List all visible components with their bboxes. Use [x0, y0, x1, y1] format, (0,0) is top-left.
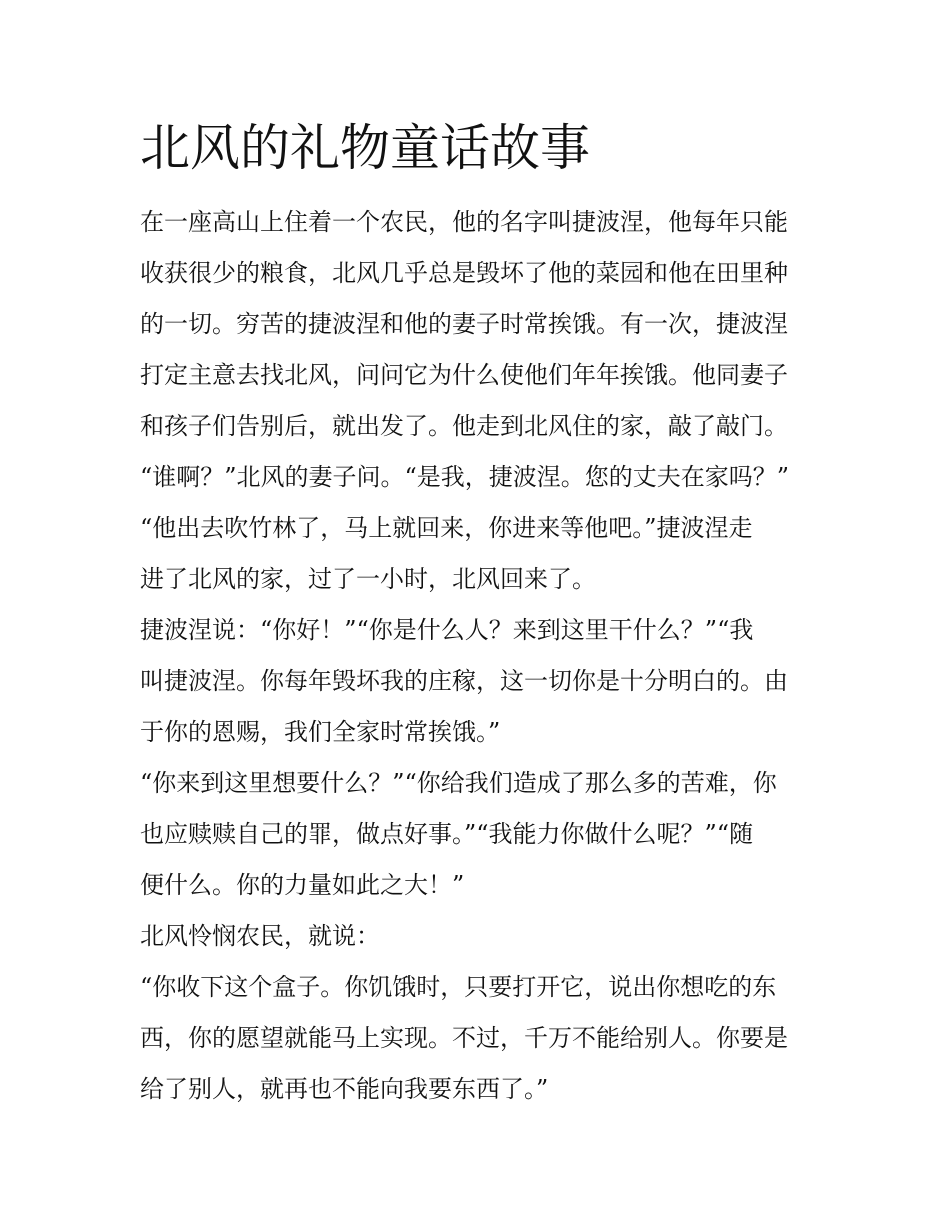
text-line: 也应赎赎自己的罪，做点好事。”“我能力你做什么呢？”“随	[140, 820, 754, 848]
text-line: 收获很少的粮食，北风几乎总是毁坏了他的菜园和他在田里种	[140, 259, 788, 287]
text-line: “你来到这里想要什么？”“你给我们造成了那么多的苦难，你	[140, 769, 777, 797]
text-line: 于你的恩赐，我们全家时常挨饿。”	[140, 718, 501, 746]
text-line: 打定主意去找北风，问问它为什么使他们年年挨饿。他同妻子	[140, 361, 788, 389]
text-line: “你收下这个盒子。你饥饿时，只要打开它，说出你想吃的东	[140, 973, 777, 1001]
text-line: 进了北风的家，过了一小时，北风回来了。	[140, 565, 596, 593]
text-line: 叫捷波涅。你每年毁坏我的庄稼，这一切你是十分明白的。由	[140, 667, 788, 695]
text-line: 和孩子们告别后，就出发了。他走到北风住的家，敲了敲门。	[140, 412, 788, 440]
text-line: 捷波涅说：“你好！”“你是什么人？来到这里干什么？”“我	[140, 616, 754, 644]
text-line: “他出去吹竹林了，马上就回来，你进来等他吧。”捷波涅走	[140, 514, 753, 542]
text-line: 给了别人，就再也不能向我要东西了。”	[140, 1075, 549, 1103]
document-title: 北风的礼物童话故事	[140, 119, 590, 177]
text-line: 北风怜悯农民，就说：	[140, 922, 380, 950]
text-line: “谁啊？”北风的妻子问。“是我，捷波涅。您的丈夫在家吗？”	[140, 463, 790, 491]
story-body	[140, 197, 820, 1115]
text-line: 的一切。穷苦的捷波涅和他的妻子时常挨饿。有一次，捷波涅	[140, 310, 788, 338]
text-line: 西，你的愿望就能马上实现。不过，千万不能给别人。你要是	[140, 1024, 788, 1052]
text-line: 便什么。你的力量如此之大！”	[140, 871, 465, 899]
text-line: 在一座高山上住着一个农民，他的名字叫捷波涅，他每年只能	[140, 208, 788, 236]
